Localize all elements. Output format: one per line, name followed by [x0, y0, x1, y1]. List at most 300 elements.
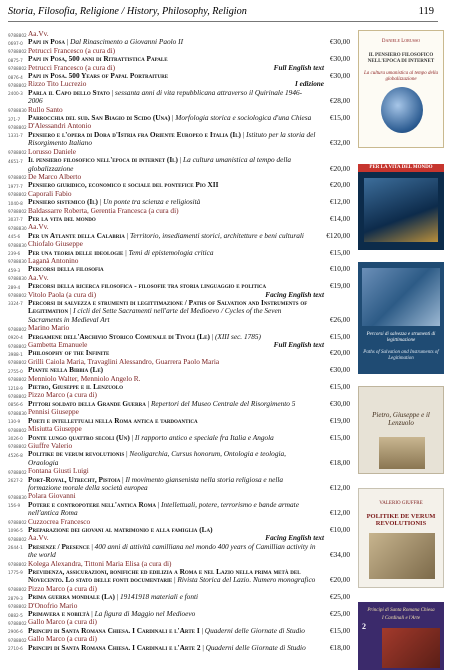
entry-title: Per la vita del mondo — [28, 213, 96, 223]
entry-subtitle: Morfologia storica e sociologica d'una Chiesa — [175, 113, 312, 123]
entry-subtitle: Repertori del Museo Centrale del Risorgimento 5 — [150, 398, 296, 408]
entry-author: Baldassarre Roberta, Gerentia Francesca (a cura di) — [28, 206, 179, 215]
cover-title: IL PENSIERO FILOSOFICO NELL'EPOCA DI INTERNET — [367, 53, 435, 64]
isbn-prefix: 9788802 — [8, 293, 27, 299]
entry-author: Pizzo Marco (a cura di) — [28, 584, 97, 593]
isbn-suffix: 130-9 — [8, 419, 21, 425]
catalog-entry[interactable] — [8, 207, 350, 224]
globe-illustration — [381, 87, 423, 133]
catalog-entry[interactable] — [8, 492, 350, 517]
cover-title: Pietro, Giuseppe e il Lenzuolo — [372, 411, 430, 427]
isbn-suffix: 2400-3 — [8, 91, 23, 97]
entry-body — [8, 72, 350, 80]
entry-subtitle: Territorio, insediamenti storici, architetture e beni culturali — [130, 230, 304, 240]
entry-title: Pensiero giuridico, economico e sociale del pontefice Pio XII — [28, 180, 219, 190]
cover-title: Percorsi di salvezza e strumenti di legittimazione — [366, 332, 436, 343]
isbn-prefix: 9788802 — [8, 49, 27, 55]
catalog-entry[interactable] — [8, 47, 350, 64]
entry-body — [8, 476, 350, 493]
entry-price: €25,00 — [329, 592, 350, 602]
cover-author: Daniele Lorusso — [381, 39, 421, 44]
entry-author: Gallo Marco (a cura di) — [28, 618, 97, 627]
entry-price: €12,00 — [329, 508, 350, 518]
title-separator: | — [123, 247, 129, 257]
title-separator: | — [98, 197, 104, 207]
entry-body — [8, 349, 350, 357]
cover-title: PER LA VITA DEL MONDO — [369, 165, 433, 170]
title-separator: | — [155, 499, 162, 509]
entry-price: €15,00 — [329, 331, 350, 341]
entry-author: Vitolo Paola (a cura di) — [28, 290, 97, 299]
entry-price: €20,00 — [329, 348, 350, 358]
cover-per-la-vita-del-mondo[interactable] — [358, 164, 444, 250]
isbn-prefix: 9788802 — [8, 150, 27, 156]
isbn-suffix: 0920-4 — [8, 335, 23, 341]
catalog-entry[interactable] — [8, 534, 350, 559]
entry-subtitle: 19141918 materiali e fonti — [120, 592, 199, 602]
edition-tag: Facing English text — [265, 290, 324, 299]
entry-author: Lorusso Daniele — [28, 147, 77, 156]
catalog-entry[interactable] — [8, 467, 350, 492]
entry-price: €120,00 — [326, 230, 350, 240]
title-separator: | — [109, 87, 116, 97]
entry-author: Chiofalo Giuseppe — [28, 240, 83, 249]
entry-author: Rizzo Tito Lucrezio — [28, 80, 87, 89]
entry-subtitle: (XIII sec. 1785) — [214, 331, 261, 341]
isbn-prefix: 9788802 — [8, 469, 27, 475]
isbn-prefix: 9788802 — [8, 536, 27, 542]
entry-subtitle: Quaderni delle Giornate di Studio — [205, 642, 306, 652]
catalog-entry[interactable] — [8, 30, 350, 47]
title-separator: | — [240, 129, 247, 139]
isbn-suffix: 4651-7 — [8, 158, 23, 164]
isbn-prefix: 9788802 — [8, 32, 27, 38]
edition-tag: I edizione — [295, 80, 324, 89]
isbn-suffix: 3324-7 — [8, 301, 23, 307]
entry-body — [8, 89, 350, 106]
entry-author: Gambetta Emanuele — [28, 341, 88, 350]
isbn-suffix: 4526-8 — [8, 452, 23, 458]
cover-subtitle: Paths of Salvation and Instruments of Legitimation — [363, 350, 439, 361]
entry-author: Grilli Caiola Maria, Travaglini Alessandro, Guarrera Paolo Maria — [28, 357, 220, 366]
isbn-prefix: 9788830 — [8, 276, 27, 282]
catalog-entry[interactable] — [8, 173, 350, 190]
isbn-suffix: 1977-7 — [8, 183, 23, 189]
entry-author: Aa.Vv. — [28, 534, 49, 543]
entry-title: Per una teoria delle ideologie — [28, 247, 124, 257]
isbn-suffix: 2644-1 — [8, 545, 23, 551]
entry-author: Polara Giovanni — [28, 492, 76, 501]
catalog-entry[interactable] — [8, 223, 350, 240]
edition-tag: Full English text — [273, 341, 324, 350]
entry-title: Parla il Capo dello Stato — [28, 87, 110, 97]
catalog-entry[interactable] — [8, 80, 350, 105]
entry-subtitle: Quaderni delle Giornate di Studio — [204, 625, 305, 635]
entry-title: Principi di Santa Romana Chiesa. I Cardinali e l'Arte I — [28, 625, 200, 635]
entry-title: Percorsi della ricerca filosofica - filosofie tra storia linguaggio e politica — [28, 281, 267, 291]
entry-subtitle: Dal Rinascimento a Giovanni Paolo II — [70, 37, 184, 47]
title-separator: | — [120, 474, 126, 484]
catalog-entry[interactable] — [8, 635, 350, 652]
title-separator: | — [124, 230, 131, 240]
isbn-suffix: 2879-3 — [8, 595, 23, 601]
entry-body — [8, 366, 350, 374]
catalog-entry[interactable] — [8, 148, 350, 173]
catalog-entry[interactable] — [8, 257, 350, 274]
entry-author: Cuzzocrea Francesco — [28, 517, 91, 526]
entry-body — [8, 232, 350, 240]
cover-pensiero-filosofico[interactable] — [358, 30, 444, 148]
shroud-illustration — [379, 437, 425, 469]
entry-price: €15,00 — [329, 113, 350, 123]
entry-title: Percorsi della filosofia — [28, 264, 104, 274]
entry-title: Ponte lungo quattro secoli (Un) — [28, 432, 130, 442]
title-separator: | — [172, 575, 178, 585]
entry-title: Presenze / Presence — [28, 541, 90, 551]
isbn-prefix: 9788802 — [8, 175, 27, 181]
entry-title: Prima guerra mondiale (La) — [28, 592, 115, 602]
isbn-prefix: 9788802 — [8, 377, 27, 383]
entry-body — [8, 450, 350, 467]
isbn-suffix: 459-3 — [8, 267, 21, 273]
entry-title: Pensiero sistemico (Il) — [28, 197, 98, 207]
entry-price: €12,00 — [329, 482, 350, 492]
entry-price: €18,00 — [329, 642, 350, 652]
entry-price: €19,00 — [329, 415, 350, 425]
isbn-prefix: 9788830 — [8, 410, 27, 416]
entry-title: Principi di Santa Romana Chiesa. I Cardinali e l'Arte 2 — [28, 642, 201, 652]
entry-subtitle: Un ponte tra scienza e religiosità — [103, 197, 201, 207]
catalog-entry[interactable] — [8, 291, 350, 325]
isbn-suffix: 1040-8 — [8, 200, 23, 206]
entry-title: Politike de verum revolutionis — [28, 449, 125, 459]
entry-title: Pietro, Giuseppe e il Lenzuolo — [28, 382, 123, 392]
title-separator: | — [209, 331, 215, 341]
entry-title: Parrocchia del sud. San Biagio di Scido (Una) — [28, 113, 171, 123]
entry-price: €32,00 — [329, 138, 350, 148]
entry-price: €14,00 — [329, 213, 350, 223]
isbn-suffix: 0856-6 — [8, 402, 23, 408]
entry-author: Caporali Fabio — [28, 189, 72, 198]
entry-body — [8, 627, 350, 635]
catalog-entry[interactable] — [8, 122, 350, 147]
entry-subtitle: Il movimento giansenista nella storia religiosa e nella formazione morale della società europea — [28, 474, 284, 492]
entry-title: Pittori soldato della Grande Guerra — [28, 398, 146, 408]
entry-price: €10,00 — [329, 264, 350, 274]
entry-body — [8, 568, 350, 585]
entry-body — [8, 299, 350, 324]
entry-price: €20,00 — [329, 180, 350, 190]
entry-author: Misiutta Giuseppe — [28, 425, 82, 434]
isbn-suffix: 371-7 — [8, 116, 21, 122]
isbn-prefix: 9788802 — [8, 343, 27, 349]
catalog-entry[interactable] — [8, 64, 350, 81]
isbn-prefix: 9788802 — [8, 520, 27, 526]
entry-author: De Marco Alberto — [28, 172, 82, 181]
title-separator: | — [114, 592, 120, 602]
isbn-prefix: 9788802 — [8, 604, 27, 610]
entry-subtitle: Neoligarchia, Cursus honorum, Ontologia e teologia, Oraologia — [28, 449, 286, 467]
entry-author: Gallo Marco (a cura di) — [28, 635, 97, 644]
entry-body — [8, 434, 350, 442]
isbn-suffix: 0875-7 — [8, 57, 23, 63]
entry-subtitle: La figura di Maggio nel Medioevo — [94, 609, 196, 619]
entry-body — [8, 156, 350, 173]
page-number: 119 — [418, 6, 434, 17]
entry-price: €25,00 — [329, 609, 350, 619]
entry-title: Per un Atlante della Calabria — [28, 230, 125, 240]
isbn-prefix: 9788830 — [8, 225, 27, 231]
entry-body — [8, 114, 350, 122]
entry-body — [8, 417, 350, 425]
entry-price: €30,00 — [329, 398, 350, 408]
entry-body — [8, 526, 350, 534]
isbn-prefix: 9788802 — [8, 192, 27, 198]
cover-author: VALERIO GIUFFRE — [379, 501, 423, 506]
entry-body — [8, 593, 350, 601]
cover-pietro-giuseppe[interactable] — [358, 386, 444, 474]
isbn-prefix: 9788802 — [8, 124, 27, 130]
page-header — [8, 0, 442, 22]
volume-number: 2 — [362, 622, 366, 631]
catalog-entry[interactable] — [8, 442, 350, 467]
catalog-entry[interactable] — [8, 375, 350, 392]
catalog-entry[interactable] — [8, 341, 350, 358]
entry-body — [8, 198, 350, 206]
catalog-entry[interactable] — [8, 240, 350, 257]
isbn-prefix: 9788830 — [8, 108, 27, 114]
entry-body — [8, 400, 350, 408]
title-separator: | — [145, 398, 151, 408]
isbn-suffix: 1096-5 — [8, 528, 23, 534]
isbn-suffix: 2710-6 — [8, 646, 23, 652]
entry-price: €34,00 — [329, 550, 350, 560]
entry-price: €15,00 — [329, 382, 350, 392]
entry-body — [8, 215, 350, 223]
isbn-prefix: 9788802 — [8, 82, 27, 88]
entry-author: Aa.Vv. — [28, 273, 49, 282]
isbn-prefix: 9788830 — [8, 242, 27, 248]
header-divider — [8, 21, 438, 22]
entry-title: Potere e contropotere nell'antica Roma — [28, 499, 156, 509]
entry-price: €30,00 — [329, 54, 350, 64]
catalog-entry[interactable] — [8, 518, 350, 535]
isbn-suffix: 0876-4 — [8, 74, 23, 80]
catalog-entry[interactable] — [8, 618, 350, 635]
entry-price: €20,00 — [329, 575, 350, 585]
entry-title: Percorsi di salvezza e strumenti di legittimazione / Paths of Salvation and Instruments of Legitimation — [28, 298, 308, 316]
title-separator: | — [129, 432, 135, 442]
title-separator: | — [177, 155, 184, 165]
entry-title: Port-Royal, Utrecht, Pistoia — [28, 474, 121, 484]
edition-tag: Full English text — [273, 63, 324, 72]
isbn-suffix: 3037-7 — [8, 217, 23, 223]
catalog-entry[interactable] — [8, 585, 350, 602]
entry-title: Papi in Posa — [28, 37, 66, 47]
entry-body — [8, 181, 350, 189]
isbn-prefix: 9788802 — [8, 562, 27, 568]
title-separator: | — [200, 642, 206, 652]
isbn-suffix: 1775-9 — [8, 570, 23, 576]
entry-price: €30,00 — [329, 71, 350, 81]
entry-subtitle: I cicli dei Sette Sacramenti nell'arte del Medioevo / Cycles of the Seven Sacraments in Medieval Art — [28, 306, 282, 324]
cardinal-illustration — [382, 628, 440, 668]
isbn-suffix: 3026-0 — [8, 435, 23, 441]
book-illustration — [369, 533, 435, 579]
catalog-entry[interactable] — [8, 190, 350, 207]
isbn-prefix: 9788802 — [8, 326, 27, 332]
entry-author: Pizzo Marco (a cura di) — [28, 391, 97, 400]
isbn-suffix: 445-6 — [8, 234, 21, 240]
catalog-entry[interactable] — [8, 358, 350, 375]
isbn-suffix: 2627-2 — [8, 478, 23, 484]
entry-body — [8, 55, 350, 63]
isbn-prefix: 9788802 — [8, 209, 27, 215]
entry-author: Menniolo Walter, Menniolo Angelo R. — [28, 374, 141, 383]
entry-subtitle: 400 anni di attività camilliana nel mondo 400 years of Camillian activity in the world — [28, 541, 316, 560]
entry-title: Piante nella Bibbia (Le) — [28, 365, 104, 375]
isbn-prefix: 9788802 — [8, 66, 27, 72]
entry-price: €15,00 — [329, 247, 350, 257]
isbn-suffix: 3988-1 — [8, 351, 23, 357]
entry-price: €19,00 — [329, 281, 350, 291]
entry-body — [8, 131, 350, 148]
title-separator: | — [170, 113, 176, 123]
catalog-entry[interactable] — [8, 560, 350, 585]
isbn-suffix: 156-9 — [8, 503, 21, 509]
cover-title: POLITIKE DE VERUM REVOLUTIONIS — [366, 513, 436, 527]
entry-price: €30,00 — [329, 365, 350, 375]
entry-body — [8, 501, 350, 518]
title-separator: | — [65, 37, 71, 47]
isbn-prefix: 9788802 — [8, 620, 27, 626]
entry-price: €15,00 — [329, 432, 350, 442]
entry-author: Pennisi Giuseppe — [28, 408, 79, 417]
entry-price: €15,00 — [329, 625, 350, 635]
entry-title: Poeti e intellettuali nella Roma antica e tardoantica — [28, 415, 198, 425]
entry-body — [8, 265, 350, 273]
cover-title: Principi di Santa Romana Chiesa — [367, 608, 435, 613]
entry-subtitle: Intellettuali, potere, terrorismo e bande armate nell'antica Roma — [28, 499, 299, 518]
entry-author: Petrucci Francesco (a cura di) — [28, 63, 116, 72]
cover-subtitle: La cultura umanistica al tempo della globalizzazione — [363, 71, 439, 82]
entry-author: D'Alessandri Antonio — [28, 122, 92, 131]
entry-author: D'Onofrio Mario — [28, 601, 78, 610]
entry-author: Marino Mario — [28, 324, 70, 333]
title-separator: | — [89, 541, 95, 551]
entry-title: Papi in Posa. 500 Years of Papal Portraiture — [28, 71, 169, 81]
entry-title: Il pensiero filosofico nell'epoca di internet (Il) — [28, 155, 178, 165]
entry-author: Aa.Vv. — [28, 30, 49, 38]
fresco-illustration — [362, 268, 440, 326]
section-title: Storia, Filosofia, Religione / History, Philosophy, Religion — [8, 6, 247, 17]
entry-price: €26,00 — [329, 314, 350, 324]
entry-subtitle: Istituto per la storia del Risorgimento Italiano — [28, 129, 316, 148]
entry-author: Petrucci Francesco (a cura di) — [28, 46, 116, 55]
entry-body — [8, 644, 350, 652]
isbn-suffix: 0882-5 — [8, 612, 23, 618]
isbn-suffix: 1331-7 — [8, 133, 23, 139]
entry-title: Previdenza, assicurazioni, bonifiche ed edilizia a Roma e nel Lazio nella prima metà del Novecento. Lo stato delle fonti documentarie — [28, 567, 301, 585]
entry-title: Primavera e nobiltà — [28, 609, 90, 619]
isbn-suffix: 0697-0 — [8, 40, 23, 46]
entry-price: €20,00 — [329, 163, 350, 173]
isbn-prefix: 9788802 — [8, 360, 27, 366]
isbn-prefix: 9788802 — [8, 587, 27, 593]
entry-author: Fontana Giusti Luigi — [28, 467, 89, 476]
isbn-suffix: 289-4 — [8, 284, 21, 290]
isbn-prefix: 9788802 — [8, 393, 27, 399]
entry-author: Kolega Alexandra, Tittoni Maria Elisa (a cura di) — [28, 559, 172, 568]
edition-tag: Facing English text — [265, 534, 324, 543]
entry-body — [8, 333, 350, 341]
entry-subtitle: Il rapporto antico e speciale fra Italia e Angola — [134, 432, 274, 442]
entry-body — [8, 282, 350, 290]
entry-author: Laganà Antonino — [28, 256, 79, 265]
entry-subtitle: La cultura umanistica al tempo della globalizzazione — [28, 155, 292, 173]
entry-body — [8, 38, 350, 46]
entry-subtitle: sessanta anni di vita repubblicana attraverso il Quirinale 1946-2006 — [28, 87, 303, 106]
isbn-prefix: 9788802 — [8, 427, 27, 433]
isbn-prefix: 9788830 — [8, 259, 27, 265]
entry-author: Giuffre Valerio — [28, 441, 73, 450]
title-separator: | — [124, 449, 130, 459]
cover-percorsi-di-salvezza[interactable] — [358, 262, 444, 374]
catalog-entry[interactable] — [8, 106, 350, 123]
entry-price: €12,00 — [329, 197, 350, 207]
catalog-entry[interactable] — [8, 602, 350, 619]
entry-title: Pergamene dell'Archivio Storico Comunale di Tivoli (Le) — [28, 331, 210, 341]
catalog-entry[interactable] — [8, 391, 350, 408]
catalog-entry[interactable] — [8, 324, 350, 341]
isbn-suffix: 239-6 — [8, 251, 21, 257]
entry-subtitle: Rivista Storica del Lazio. Numero monografico — [177, 575, 316, 585]
entry-title: Philosophy of the Infinite — [28, 348, 110, 358]
entry-title: Preparazione dei giovani al matrimonio e alla famiglia (La) — [28, 524, 213, 534]
catalog-list — [8, 30, 350, 652]
title-separator: | — [89, 609, 95, 619]
entry-price: €18,00 — [329, 457, 350, 467]
catalog-entry[interactable] — [8, 408, 350, 425]
entry-body — [8, 610, 350, 618]
entry-author: Rullo Santo — [28, 105, 63, 114]
isbn-suffix: 1218-9 — [8, 385, 23, 391]
entry-subtitle: Temi di epistemologia critica — [128, 247, 214, 257]
title-separator: | — [199, 625, 205, 635]
entry-body — [8, 543, 350, 560]
entry-title: Pensiero e l'opera di Dora d'Istria fra Oriente Europeo e Italia (Il) — [28, 129, 241, 139]
isbn-prefix: 9788802 — [8, 444, 27, 450]
painting-illustration — [364, 178, 438, 242]
entry-price: €10,00 — [329, 524, 350, 534]
cover-subtitle: I Cardinali e l'Arte — [382, 616, 420, 621]
entry-author: Aa.Vv. — [28, 223, 49, 232]
catalog-entry[interactable] — [8, 274, 350, 291]
entry-body — [8, 383, 350, 391]
catalog-entry[interactable] — [8, 425, 350, 442]
isbn-prefix: 9788830 — [8, 494, 27, 500]
cover-politike[interactable] — [358, 488, 444, 588]
title-separator: | — [68, 306, 74, 316]
cover-principi-santa-romana-chiesa[interactable] — [358, 602, 444, 670]
entry-price: €30,00 — [329, 37, 350, 47]
isbn-suffix: 2906-6 — [8, 629, 23, 635]
isbn-prefix: 9788802 — [8, 637, 27, 643]
entry-body — [8, 249, 350, 257]
entry-title: Papi in Posa, 500 anni di Ritrattistica Papale — [28, 54, 168, 64]
isbn-suffix: 2755-0 — [8, 368, 23, 374]
entry-price: €28,00 — [329, 96, 350, 106]
